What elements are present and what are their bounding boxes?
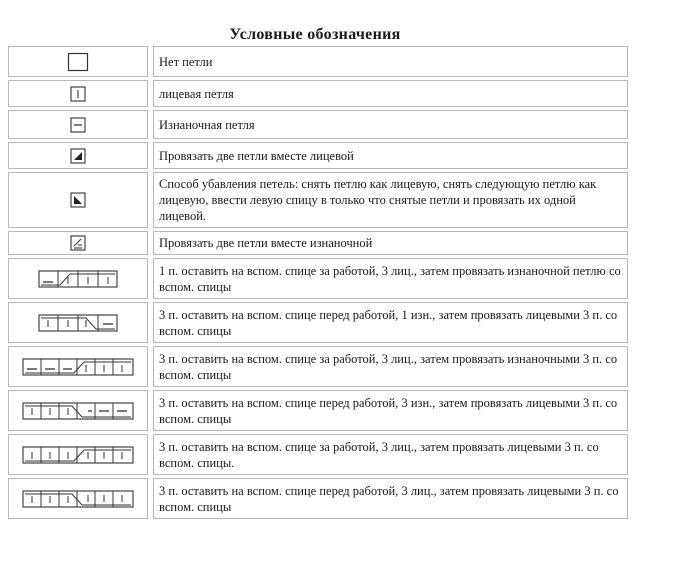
symbol-cell: [8, 142, 148, 169]
description-cell: [153, 346, 628, 387]
symbol-cell: [8, 172, 148, 228]
legend-table: [8, 46, 628, 522]
cable-3-front-1-purl-icon: [38, 314, 118, 332]
description-cell: [153, 110, 628, 139]
legend-row: [8, 80, 628, 107]
description-cell: [153, 258, 628, 299]
description-text: 3 п. оставить на вспом. спице перед работой, 3 лиц., затем провязать лицевыми 3 п. со вспом. спицы: [159, 483, 619, 514]
description-text: Способ убавления петель: снять петлю как лицевую, снять следующую петлю как лицевую, ввести левую спицу в только что снятые петли и провязать их одной лицевой.: [159, 177, 597, 223]
cable-3-back-3-knit-purl-icon: [22, 358, 134, 376]
cable-3-back-3-knit-icon: [22, 446, 134, 464]
description-cell: [153, 231, 628, 255]
legend-row: [8, 346, 628, 387]
description-text: 3 п. оставить на вспом. спице перед работой, 3 изн., затем провязать лицевыми 3 п. со вспом. спицы: [159, 395, 618, 426]
description-cell: [153, 80, 628, 107]
legend-row: [8, 258, 628, 299]
symbol-cell: [8, 478, 148, 519]
legend-row: [8, 302, 628, 343]
symbol-cell: [8, 258, 148, 299]
legend-row: [8, 110, 628, 139]
cable-3-front-3-knit-icon: [22, 490, 134, 508]
symbol-cell: [8, 346, 148, 387]
purl-stitch-icon: [70, 117, 86, 133]
description-cell: [153, 142, 628, 169]
purl-two-together-icon: [70, 235, 86, 251]
symbol-cell: [8, 302, 148, 343]
legend-row: [8, 231, 628, 255]
description-text: 3 п. оставить на вспом. спице за работой, 3 лиц., затем провязать лицевыми 3 п. со вспом. спицы.: [159, 439, 599, 470]
description-text: 3 п. оставить на вспом. спице перед работой, 1 изн., затем провязать лицевыми 3 п. со вспом. спицы: [159, 307, 618, 338]
symbol-cell: [8, 231, 148, 255]
description-text: Изнаночная петля: [159, 117, 255, 132]
cable-1-back-3-knit-icon: [38, 270, 118, 288]
symbol-cell: [8, 46, 148, 77]
knit-stitch-icon: [70, 86, 86, 102]
knit-two-together-icon: [70, 148, 86, 164]
description-text: 1 п. оставить на вспом. спице за работой, 3 лиц., затем провязать изнаночной петлю со вспом. спицы: [159, 263, 621, 294]
description-cell: [153, 478, 628, 519]
symbol-cell: [8, 80, 148, 107]
slip-slip-knit-icon: [70, 192, 86, 208]
description-cell: [153, 172, 628, 228]
description-cell: [153, 302, 628, 343]
legend-row: [8, 46, 628, 77]
description-cell: [153, 434, 628, 475]
cable-3-front-3-purl-icon: [22, 402, 134, 420]
empty-square-icon: [67, 52, 89, 72]
legend-row: [8, 390, 628, 431]
legend-row: [8, 172, 628, 228]
description-cell: [153, 390, 628, 431]
description-text: 3 п. оставить на вспом. спице за работой, 3 лиц., затем провязать изнаночными 3 п. со вспом. спицы: [159, 351, 618, 382]
description-cell: [153, 46, 628, 77]
legend-row: [8, 434, 628, 475]
description-text: Провязать две петли вместе изнаночной: [159, 236, 373, 250]
legend-row: [8, 142, 628, 169]
symbol-cell: [8, 434, 148, 475]
description-text: Нет петли: [159, 54, 213, 69]
symbol-cell: [8, 110, 148, 139]
description-text: лицевая петля: [159, 86, 234, 101]
legend-row: [8, 478, 628, 519]
symbol-cell: [8, 390, 148, 431]
legend-title: Условные обозначения: [229, 26, 401, 43]
description-text: Провязать две петли вместе лицевой: [159, 148, 354, 163]
